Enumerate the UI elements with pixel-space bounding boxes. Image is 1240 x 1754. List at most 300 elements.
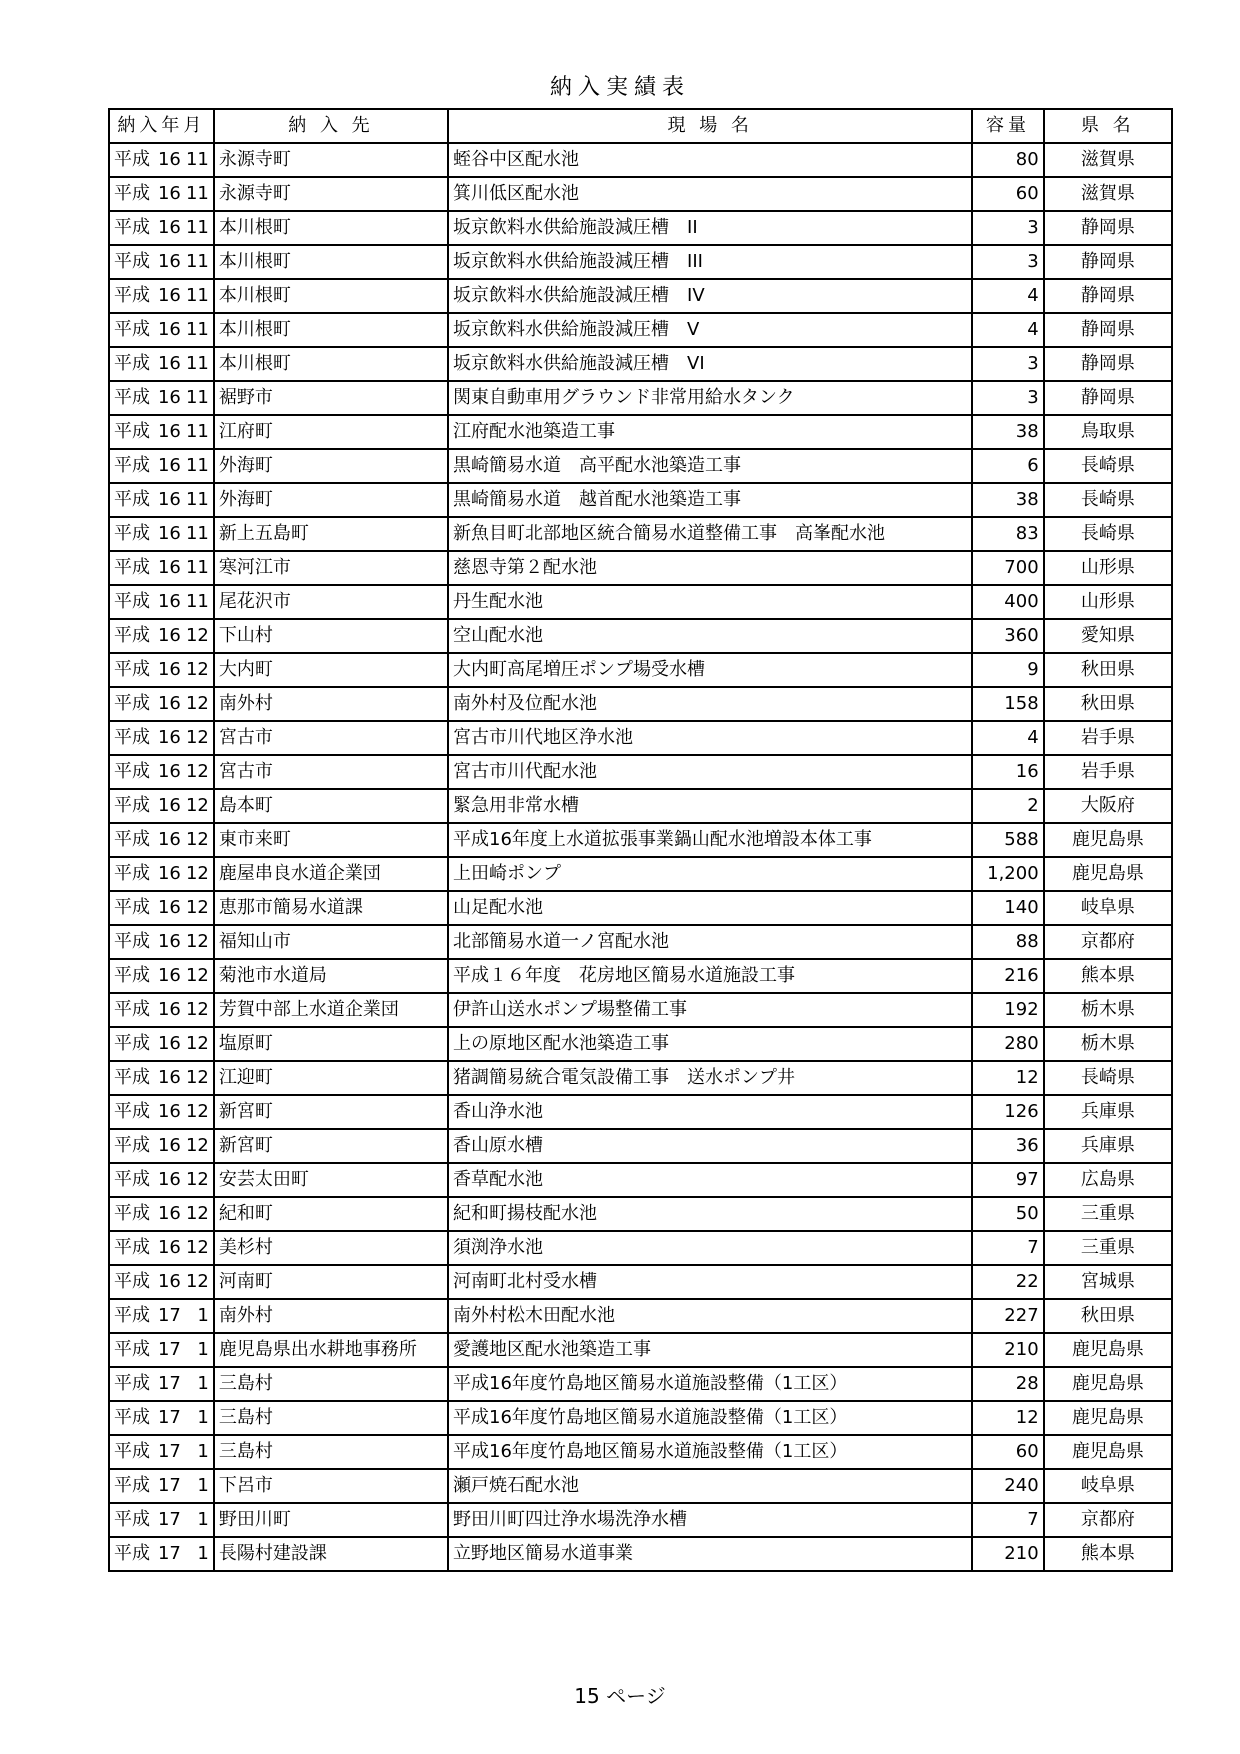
- prefecture-cell: 山形県: [1044, 585, 1172, 619]
- year-value: 16: [157, 897, 181, 918]
- prefecture-cell: 長崎県: [1044, 1061, 1172, 1095]
- capacity-cell: 158: [972, 687, 1043, 721]
- month-value: 11: [185, 421, 209, 442]
- prefecture-cell: 京都府: [1044, 925, 1172, 959]
- client-cell: 宮古市: [214, 721, 448, 755]
- capacity-cell: 88: [972, 925, 1043, 959]
- month-value: 12: [185, 863, 209, 884]
- header-delivery-date: 納入年月: [109, 109, 214, 143]
- month-value: 11: [185, 251, 209, 272]
- year-value: 17: [157, 1305, 181, 1326]
- header-capacity: 容量: [972, 109, 1043, 143]
- site-name-cell: 南外村松木田配水池: [448, 1299, 972, 1333]
- delivery-date-cell: [109, 619, 214, 653]
- client-cell: 南外村: [214, 1299, 448, 1333]
- prefecture-cell: 愛知県: [1044, 619, 1172, 653]
- capacity-cell: 700: [972, 551, 1043, 585]
- site-name-cell: 慈恩寺第２配水池: [448, 551, 972, 585]
- month-value: 11: [185, 285, 209, 306]
- delivery-date-cell: [109, 313, 214, 347]
- capacity-cell: 2: [972, 789, 1043, 823]
- capacity-cell: 216: [972, 959, 1043, 993]
- capacity-cell: 588: [972, 823, 1043, 857]
- prefecture-cell: 鹿児島県: [1044, 857, 1172, 891]
- prefecture-cell: 静岡県: [1044, 245, 1172, 279]
- site-name-cell: 新魚目町北部地区統合簡易水道整備工事 高峯配水池: [448, 517, 972, 551]
- delivery-date-cell: [109, 279, 214, 313]
- client-cell: 鹿児島県出水耕地事務所: [214, 1333, 448, 1367]
- prefecture-cell: 広島県: [1044, 1163, 1172, 1197]
- era-label: 平成: [114, 591, 150, 612]
- year-value: 16: [157, 319, 181, 340]
- prefecture-cell: 滋賀県: [1044, 143, 1172, 177]
- capacity-cell: 4: [972, 279, 1043, 313]
- prefecture-cell: 大阪府: [1044, 789, 1172, 823]
- table-row: [109, 313, 1172, 347]
- era-label: 平成: [114, 523, 150, 544]
- table-row: [109, 653, 1172, 687]
- month-value: 11: [185, 319, 209, 340]
- capacity-cell: 12: [972, 1401, 1043, 1435]
- year-value: 16: [157, 455, 181, 476]
- capacity-cell: 126: [972, 1095, 1043, 1129]
- era-label: 平成: [114, 353, 150, 374]
- year-value: 16: [157, 625, 181, 646]
- client-cell: 安芸太田町: [214, 1163, 448, 1197]
- year-value: 16: [157, 251, 181, 272]
- era-label: 平成: [114, 693, 150, 714]
- prefecture-cell: 岐阜県: [1044, 1469, 1172, 1503]
- year-value: 16: [157, 727, 181, 748]
- month-value: 1: [197, 1407, 209, 1428]
- table-row: [109, 993, 1172, 1027]
- era-label: 平成: [114, 217, 150, 238]
- table-row: [109, 1401, 1172, 1435]
- capacity-cell: 16: [972, 755, 1043, 789]
- month-value: 1: [197, 1475, 209, 1496]
- era-label: 平成: [114, 1271, 150, 1292]
- capacity-cell: 3: [972, 245, 1043, 279]
- delivery-date-cell: [109, 1061, 214, 1095]
- year-value: 16: [157, 829, 181, 850]
- delivery-date-cell: [109, 143, 214, 177]
- era-label: 平成: [114, 1067, 150, 1088]
- capacity-cell: 1,200: [972, 857, 1043, 891]
- month-value: 12: [185, 1271, 209, 1292]
- year-value: 17: [157, 1509, 181, 1530]
- month-value: 11: [185, 489, 209, 510]
- delivery-date-cell: [109, 857, 214, 891]
- month-value: 11: [185, 387, 209, 408]
- month-value: 12: [185, 727, 209, 748]
- era-label: 平成: [114, 727, 150, 748]
- delivery-date-cell: [109, 347, 214, 381]
- year-value: 16: [157, 999, 181, 1020]
- capacity-cell: 192: [972, 993, 1043, 1027]
- site-name-cell: 上田崎ポンプ: [448, 857, 972, 891]
- era-label: 平成: [114, 1033, 150, 1054]
- table-row: [109, 1367, 1172, 1401]
- client-cell: 外海町: [214, 449, 448, 483]
- capacity-cell: 227: [972, 1299, 1043, 1333]
- table-row: [109, 959, 1172, 993]
- client-cell: 江迎町: [214, 1061, 448, 1095]
- table-row: [109, 1299, 1172, 1333]
- month-value: 1: [197, 1339, 209, 1360]
- delivery-date-cell: [109, 211, 214, 245]
- year-value: 16: [157, 217, 181, 238]
- site-name-cell: 坂京飲料水供給施設減圧槽 II: [448, 211, 972, 245]
- prefecture-cell: 栃木県: [1044, 1027, 1172, 1061]
- month-value: 11: [185, 217, 209, 238]
- delivery-date-cell: [109, 1401, 214, 1435]
- delivery-date-cell: [109, 925, 214, 959]
- era-label: 平成: [114, 1237, 150, 1258]
- era-label: 平成: [114, 1441, 150, 1462]
- capacity-cell: 36: [972, 1129, 1043, 1163]
- capacity-cell: 210: [972, 1537, 1043, 1571]
- site-name-cell: 愛護地区配水池築造工事: [448, 1333, 972, 1367]
- site-name-cell: 蛭谷中区配水池: [448, 143, 972, 177]
- era-label: 平成: [114, 557, 150, 578]
- era-label: 平成: [114, 795, 150, 816]
- era-label: 平成: [114, 1101, 150, 1122]
- prefecture-cell: 兵庫県: [1044, 1129, 1172, 1163]
- site-name-cell: 平成１６年度 花房地区簡易水道施設工事: [448, 959, 972, 993]
- delivery-date-cell: [109, 1095, 214, 1129]
- era-label: 平成: [114, 1407, 150, 1428]
- site-name-cell: 瀬戸焼石配水池: [448, 1469, 972, 1503]
- month-value: 12: [185, 829, 209, 850]
- table-row: [109, 245, 1172, 279]
- site-name-cell: 平成16年度竹島地区簡易水道施設整備（1工区）: [448, 1401, 972, 1435]
- year-value: 17: [157, 1543, 181, 1564]
- capacity-cell: 210: [972, 1333, 1043, 1367]
- client-cell: 芳賀中部上水道企業団: [214, 993, 448, 1027]
- delivery-date-cell: [109, 1163, 214, 1197]
- table-row: [109, 1435, 1172, 1469]
- client-cell: 鹿屋串良水道企業団: [214, 857, 448, 891]
- capacity-cell: 28: [972, 1367, 1043, 1401]
- site-name-cell: 香山原水槽: [448, 1129, 972, 1163]
- delivery-date-cell: [109, 517, 214, 551]
- year-value: 16: [157, 183, 181, 204]
- prefecture-cell: 鳥取県: [1044, 415, 1172, 449]
- client-cell: 河南町: [214, 1265, 448, 1299]
- site-name-cell: 猪調簡易統合電気設備工事 送水ポンプ井: [448, 1061, 972, 1095]
- era-label: 平成: [114, 319, 150, 340]
- month-value: 1: [197, 1373, 209, 1394]
- prefecture-cell: 岐阜県: [1044, 891, 1172, 925]
- table-row: [109, 551, 1172, 585]
- capacity-cell: 4: [972, 313, 1043, 347]
- client-cell: 東市来町: [214, 823, 448, 857]
- table-row: [109, 1163, 1172, 1197]
- era-label: 平成: [114, 421, 150, 442]
- era-label: 平成: [114, 1135, 150, 1156]
- month-value: 11: [185, 523, 209, 544]
- table-row: [109, 1027, 1172, 1061]
- year-value: 17: [157, 1441, 181, 1462]
- table-row: [109, 1095, 1172, 1129]
- table-row: [109, 619, 1172, 653]
- delivery-date-cell: [109, 1231, 214, 1265]
- site-name-cell: 北部簡易水道一ノ宮配水池: [448, 925, 972, 959]
- delivery-date-cell: [109, 993, 214, 1027]
- capacity-cell: 50: [972, 1197, 1043, 1231]
- client-cell: 永源寺町: [214, 177, 448, 211]
- capacity-cell: 7: [972, 1231, 1043, 1265]
- era-label: 平成: [114, 387, 150, 408]
- site-name-cell: 空山配水池: [448, 619, 972, 653]
- capacity-cell: 280: [972, 1027, 1043, 1061]
- year-value: 16: [157, 1135, 181, 1156]
- delivery-date-cell: [109, 1027, 214, 1061]
- year-value: 16: [157, 387, 181, 408]
- year-value: 16: [157, 421, 181, 442]
- prefecture-cell: 鹿児島県: [1044, 823, 1172, 857]
- delivery-date-cell: [109, 1537, 214, 1571]
- year-value: 16: [157, 1033, 181, 1054]
- era-label: 平成: [114, 931, 150, 952]
- prefecture-cell: 三重県: [1044, 1231, 1172, 1265]
- delivery-date-cell: [109, 1435, 214, 1469]
- capacity-cell: 3: [972, 381, 1043, 415]
- year-value: 16: [157, 489, 181, 510]
- era-label: 平成: [114, 829, 150, 850]
- site-name-cell: 坂京飲料水供給施設減圧槽 IV: [448, 279, 972, 313]
- delivery-date-cell: [109, 1367, 214, 1401]
- year-value: 16: [157, 285, 181, 306]
- client-cell: 裾野市: [214, 381, 448, 415]
- capacity-cell: 38: [972, 483, 1043, 517]
- delivery-date-cell: [109, 653, 214, 687]
- year-value: 17: [157, 1373, 181, 1394]
- month-value: 12: [185, 625, 209, 646]
- client-cell: 下山村: [214, 619, 448, 653]
- era-label: 平成: [114, 489, 150, 510]
- client-cell: 新宮町: [214, 1129, 448, 1163]
- client-cell: 菊池市水道局: [214, 959, 448, 993]
- year-value: 16: [157, 795, 181, 816]
- delivery-date-cell: [109, 789, 214, 823]
- client-cell: 尾花沢市: [214, 585, 448, 619]
- era-label: 平成: [114, 1475, 150, 1496]
- month-value: 12: [185, 1203, 209, 1224]
- capacity-cell: 60: [972, 177, 1043, 211]
- prefecture-cell: 山形県: [1044, 551, 1172, 585]
- prefecture-cell: 静岡県: [1044, 381, 1172, 415]
- client-cell: 長陽村建設課: [214, 1537, 448, 1571]
- capacity-cell: 360: [972, 619, 1043, 653]
- client-cell: 下呂市: [214, 1469, 448, 1503]
- year-value: 16: [157, 591, 181, 612]
- capacity-cell: 400: [972, 585, 1043, 619]
- month-value: 12: [185, 931, 209, 952]
- client-cell: 本川根町: [214, 313, 448, 347]
- table-row: [109, 755, 1172, 789]
- capacity-cell: 22: [972, 1265, 1043, 1299]
- delivery-date-cell: [109, 483, 214, 517]
- table-row: [109, 1061, 1172, 1095]
- table-row: [109, 177, 1172, 211]
- era-label: 平成: [114, 999, 150, 1020]
- table-row: [109, 1265, 1172, 1299]
- prefecture-cell: 長崎県: [1044, 483, 1172, 517]
- capacity-cell: 12: [972, 1061, 1043, 1095]
- capacity-cell: 240: [972, 1469, 1043, 1503]
- table-row: [109, 449, 1172, 483]
- prefecture-cell: 岩手県: [1044, 721, 1172, 755]
- site-name-cell: 伊許山送水ポンプ場整備工事: [448, 993, 972, 1027]
- month-value: 12: [185, 897, 209, 918]
- era-label: 平成: [114, 863, 150, 884]
- site-name-cell: 山足配水池: [448, 891, 972, 925]
- year-value: 16: [157, 1169, 181, 1190]
- era-label: 平成: [114, 1543, 150, 1564]
- year-value: 17: [157, 1475, 181, 1496]
- capacity-cell: 9: [972, 653, 1043, 687]
- month-value: 1: [197, 1509, 209, 1530]
- month-value: 12: [185, 965, 209, 986]
- site-name-cell: 坂京飲料水供給施設減圧槽 VI: [448, 347, 972, 381]
- prefecture-cell: 熊本県: [1044, 959, 1172, 993]
- prefecture-cell: 長崎県: [1044, 449, 1172, 483]
- prefecture-cell: 兵庫県: [1044, 1095, 1172, 1129]
- table-row: [109, 891, 1172, 925]
- client-cell: 三島村: [214, 1435, 448, 1469]
- table-row: [109, 211, 1172, 245]
- prefecture-cell: 鹿児島県: [1044, 1333, 1172, 1367]
- year-value: 16: [157, 353, 181, 374]
- capacity-cell: 4: [972, 721, 1043, 755]
- era-label: 平成: [114, 659, 150, 680]
- site-name-cell: 平成16年度竹島地区簡易水道施設整備（1工区）: [448, 1435, 972, 1469]
- table-row: [109, 789, 1172, 823]
- prefecture-cell: 鹿児島県: [1044, 1435, 1172, 1469]
- table-row: [109, 585, 1172, 619]
- month-value: 11: [185, 149, 209, 170]
- era-label: 平成: [114, 149, 150, 170]
- month-value: 1: [197, 1543, 209, 1564]
- delivery-date-cell: [109, 1469, 214, 1503]
- month-value: 12: [185, 1033, 209, 1054]
- client-cell: 本川根町: [214, 347, 448, 381]
- era-label: 平成: [114, 965, 150, 986]
- year-value: 16: [157, 1101, 181, 1122]
- prefecture-cell: 静岡県: [1044, 279, 1172, 313]
- delivery-date-cell: [109, 585, 214, 619]
- year-value: 16: [157, 693, 181, 714]
- prefecture-cell: 鹿児島県: [1044, 1367, 1172, 1401]
- client-cell: 島本町: [214, 789, 448, 823]
- era-label: 平成: [114, 1305, 150, 1326]
- era-label: 平成: [114, 625, 150, 646]
- table-header-row: [109, 109, 1172, 143]
- site-name-cell: 丹生配水池: [448, 585, 972, 619]
- client-cell: 本川根町: [214, 211, 448, 245]
- site-name-cell: 黒崎簡易水道 高平配水池築造工事: [448, 449, 972, 483]
- month-value: 12: [185, 1169, 209, 1190]
- prefecture-cell: 秋田県: [1044, 653, 1172, 687]
- prefecture-cell: 長崎県: [1044, 517, 1172, 551]
- year-value: 16: [157, 761, 181, 782]
- delivery-date-cell: [109, 1265, 214, 1299]
- capacity-cell: 6: [972, 449, 1043, 483]
- site-name-cell: 江府配水池築造工事: [448, 415, 972, 449]
- prefecture-cell: 滋賀県: [1044, 177, 1172, 211]
- year-value: 16: [157, 931, 181, 952]
- capacity-cell: 97: [972, 1163, 1043, 1197]
- table-row: [109, 517, 1172, 551]
- capacity-cell: 83: [972, 517, 1043, 551]
- month-value: 11: [185, 557, 209, 578]
- delivery-date-cell: [109, 755, 214, 789]
- month-value: 12: [185, 1067, 209, 1088]
- prefecture-cell: 静岡県: [1044, 347, 1172, 381]
- site-name-cell: 香草配水池: [448, 1163, 972, 1197]
- site-name-cell: 大内町高尾増圧ポンプ場受水槽: [448, 653, 972, 687]
- header-prefecture: 県 名: [1044, 109, 1172, 143]
- year-value: 16: [157, 149, 181, 170]
- site-name-cell: 紀和町揚枝配水池: [448, 1197, 972, 1231]
- client-cell: 大内町: [214, 653, 448, 687]
- table-row: [109, 721, 1172, 755]
- delivery-date-cell: [109, 177, 214, 211]
- month-value: 1: [197, 1441, 209, 1462]
- client-cell: 三島村: [214, 1367, 448, 1401]
- delivery-date-cell: [109, 1503, 214, 1537]
- client-cell: 美杉村: [214, 1231, 448, 1265]
- month-value: 12: [185, 693, 209, 714]
- delivery-records-table: [108, 108, 1173, 1572]
- prefecture-cell: 三重県: [1044, 1197, 1172, 1231]
- year-value: 16: [157, 1237, 181, 1258]
- page-title: 納入実績表: [549, 75, 690, 100]
- table-row: [109, 925, 1172, 959]
- table-row: [109, 415, 1172, 449]
- site-name-cell: 坂京飲料水供給施設減圧槽 III: [448, 245, 972, 279]
- prefecture-cell: 熊本県: [1044, 1537, 1172, 1571]
- month-value: 12: [185, 1237, 209, 1258]
- site-name-cell: 関東自動車用グラウンド非常用給水タンク: [448, 381, 972, 415]
- table-row: [109, 823, 1172, 857]
- year-value: 16: [157, 523, 181, 544]
- client-cell: 塩原町: [214, 1027, 448, 1061]
- client-cell: 恵那市簡易水道課: [214, 891, 448, 925]
- capacity-cell: 7: [972, 1503, 1043, 1537]
- table-row: [109, 1197, 1172, 1231]
- era-label: 平成: [114, 285, 150, 306]
- era-label: 平成: [114, 251, 150, 272]
- header-site-name: 現 場 名: [448, 109, 972, 143]
- table-row: [109, 483, 1172, 517]
- delivery-date-cell: [109, 687, 214, 721]
- site-name-cell: 宮古市川代地区浄水池: [448, 721, 972, 755]
- month-value: 11: [185, 353, 209, 374]
- month-value: 12: [185, 1101, 209, 1122]
- delivery-date-cell: [109, 891, 214, 925]
- site-name-cell: 平成16年度上水道拡張事業鍋山配水池増設本体工事: [448, 823, 972, 857]
- delivery-date-cell: [109, 1333, 214, 1367]
- month-value: 12: [185, 999, 209, 1020]
- site-name-cell: 坂京飲料水供給施設減圧槽 V: [448, 313, 972, 347]
- table-row: [109, 279, 1172, 313]
- era-label: 平成: [114, 183, 150, 204]
- table-row: [109, 1503, 1172, 1537]
- delivery-date-cell: [109, 721, 214, 755]
- era-label: 平成: [114, 761, 150, 782]
